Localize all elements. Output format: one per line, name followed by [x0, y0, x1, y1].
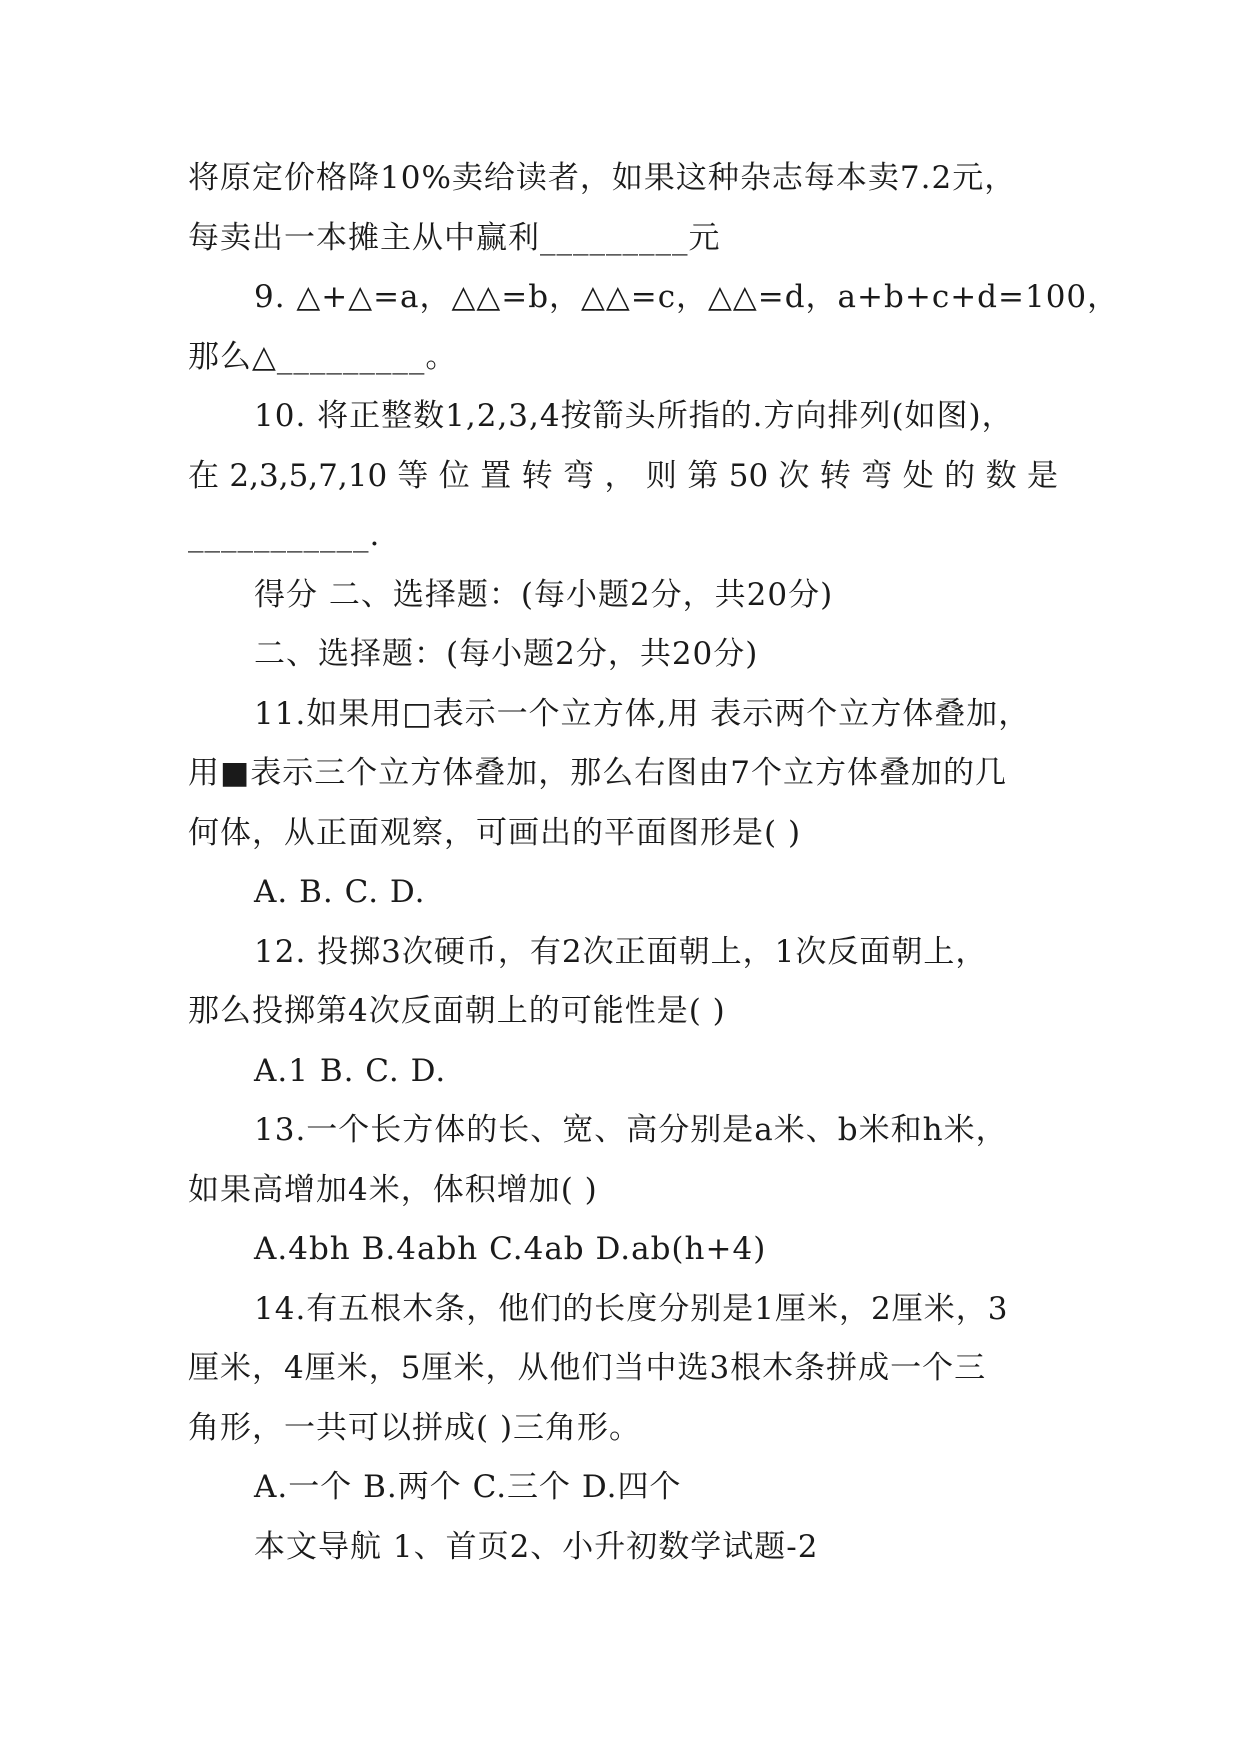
- text-line: 如果高增加4米，体积增加( ): [188, 1171, 598, 1208]
- text-line: 在 2,3,5,7,10 等 位 置 转 弯 ， 则 第 50 次 转 弯 处 的 数 是: [188, 457, 1058, 494]
- text-line: 用■表示三个立方体叠加，那么右图由7个立方体叠加的几: [188, 755, 1008, 791]
- text-line: 何体，从正面观察，可画出的平面图形是( ): [188, 814, 802, 851]
- article-navigation: 本文导航 1、首页2、小升初数学试题-2: [254, 1528, 819, 1565]
- answer-blank-line: ___________.: [188, 517, 381, 553]
- answer-options: A.1 B. C. D.: [254, 1052, 447, 1089]
- section-heading: 得分 二、选择题：(每小题2分，共20分): [254, 576, 834, 613]
- answer-options: A. B. C. D.: [254, 874, 426, 910]
- question-9-line: 9. △+△=a，△△=b，△△=c，△△=d，a+b+c+d=100，: [254, 279, 1120, 315]
- text-line: 那么△_________。: [188, 338, 458, 375]
- text-line: 每卖出一本摊主从中赢利_________元: [188, 219, 721, 256]
- question-10-line: 10. 将正整数1,2,3,4按箭头所指的.方向排列(如图)，: [254, 398, 1014, 434]
- text-line: 角形，一共可以拼成( )三角形。: [188, 1409, 642, 1446]
- question-11-line: 11.如果用□表示一个立方体,用 表示两个立方体叠加，: [254, 695, 1031, 732]
- text-line: 将原定价格降10%卖给读者，如果这种杂志每本卖7.2元，: [188, 160, 1017, 196]
- document-body: [188, 158, 1120, 1586]
- answer-options: A.4bh B.4abh C.4ab D.ab(h+4): [254, 1231, 767, 1267]
- question-12-line: 12. 投掷3次硬币，有2次正面朝上，1次反面朝上，: [254, 933, 988, 970]
- section-heading: 二、选择题：(每小题2分，共20分): [254, 636, 759, 672]
- answer-options: A.一个 B.两个 C.三个 D.四个: [254, 1469, 682, 1505]
- text-line: 那么投掷第4次反面朝上的可能性是( ): [188, 993, 726, 1029]
- question-14-line: 14.有五根木条，他们的长度分别是1厘米，2厘米，3: [254, 1290, 1009, 1327]
- text-line: 厘米，4厘米，5厘米，从他们当中选3根木条拼成一个三: [188, 1350, 987, 1386]
- question-13-line: 13.一个长方体的长、宽、高分别是a米、b米和h米，: [254, 1112, 1008, 1148]
